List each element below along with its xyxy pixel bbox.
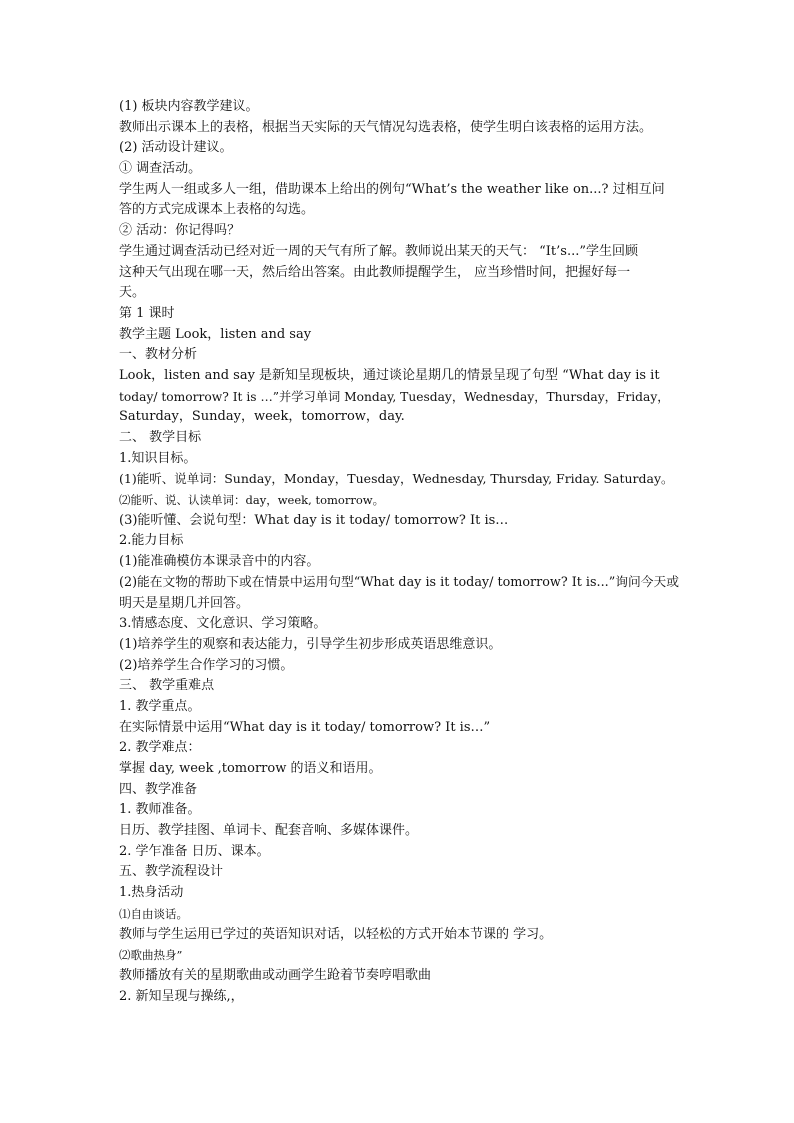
text-line: 在实际情景中运用“What day is it today/ tomorrow? It is…” (119, 719, 491, 735)
lesson-heading: 第 1 课时 (119, 305, 175, 321)
text-line: 日历、教学挂图、单词卡、配套音响、多媒体课件。 (119, 823, 419, 839)
text-line: (2)培养学生合作学习的习惯。 (119, 657, 294, 673)
text-line: ⑵能听、说、认读单词：day，week, tomorrow。 (119, 493, 385, 508)
text-line: today/ tomorrow? It is …”并学习单词 Monday, Tuesday，Wednesday，Thursday，Friday， (119, 389, 670, 404)
text-line: ① 调查活动。 (119, 161, 202, 177)
text-line: ② 活动：你记得吗？ (119, 223, 241, 239)
text-line: (1)能听、说单词：Sunday，Monday，Tuesday，Wednesday, Thursday, Friday. Saturday。 (119, 471, 674, 487)
section-heading: 五、教学流程设计 (119, 864, 224, 880)
text-line: 答的方式完成课本上表格的勾选。 (119, 202, 315, 218)
text-line: (2)能在文物的帮助下或在情景中运用句型“What day is it today/ tomorrow? It is...”询问今天或 (119, 574, 679, 590)
text-line: 学生通过调查活动已经对近一周的天气有所了解。教师说出某天的天气： “It’s...”学生回顾 (119, 243, 638, 259)
lesson-topic: 教学主题 Look，listen and say (119, 326, 312, 342)
text-line: 掌握 day, week ,tomorrow 的语义和语用。 (119, 761, 382, 776)
text-line: 教师出示课本上的表格，根据当天实际的天气情况勾选表格，使学生明白该表格的运用方法。 (119, 119, 653, 135)
text-line: 这种天气出现在哪一天，然后给出答案。由此教师提醒学生， 应当珍惜时间，把握好每一 (119, 264, 631, 280)
text-line: ⑵歌曲热身” (119, 948, 183, 963)
text-line: (1)能准确模仿本课录音中的内容。 (119, 554, 320, 570)
text-line: 明天是星期几并回答。 (119, 595, 250, 611)
text-line: 1. 教师准备。 (119, 802, 201, 818)
text-line: 1.知识目标。 (119, 450, 197, 466)
text-line: Saturday，Sunday，week，tomorrow，day. (119, 409, 405, 425)
text-line: 2. 学乍准备 日历、课本。 (119, 843, 270, 859)
text-line: 天。 (119, 285, 146, 301)
text-line: 1.热身活动 (119, 885, 184, 901)
section-heading: 一、教材分析 (119, 347, 198, 363)
text-line: 3.情感态度、文化意识、学习策略。 (119, 616, 327, 632)
section-heading: 二、 教学目标 (119, 430, 202, 445)
text-line: 学生两人一组或多人一组，借助课本上给出的例句“What’s the weather like on...? 过相互问 (119, 181, 665, 197)
text-line: 2. 新知呈现与操练,， (119, 988, 244, 1004)
text-line: 2.能力目标 (119, 533, 184, 549)
text-line: ⑴自由谈话。 (119, 906, 188, 921)
text-line: 2. 教学难点： (119, 740, 201, 756)
document-page (119, 97, 679, 1007)
text-line: (1) 板块内容教学建议。 (119, 99, 259, 114)
text-line: (1)培养学生的观察和表达能力，引导学生初步形成英语思维意识。 (119, 636, 502, 652)
text-line: (3)能听懂、会说句型：What day is it today/ tomorrow? It is… (119, 512, 509, 528)
text-line: 教师播放有关的星期歌曲或动画学生跄着节奏哼唱歌曲 (119, 967, 432, 983)
text-line: 1. 教学重点。 (119, 698, 201, 714)
text-line: Look，listen and say 是新知呈现板块，通过谈论星期几的情景呈现了句型 “What day is it (119, 367, 660, 383)
section-heading: 三、 教学重难点 (119, 678, 215, 694)
text-line: (2) 活动设计建议。 (119, 140, 233, 156)
section-heading: 四、教学准备 (119, 781, 198, 797)
text-line: 教师与学生运用已学过的英语知识对话，以轻松的方式开始本节课的 学习。 (119, 926, 553, 942)
